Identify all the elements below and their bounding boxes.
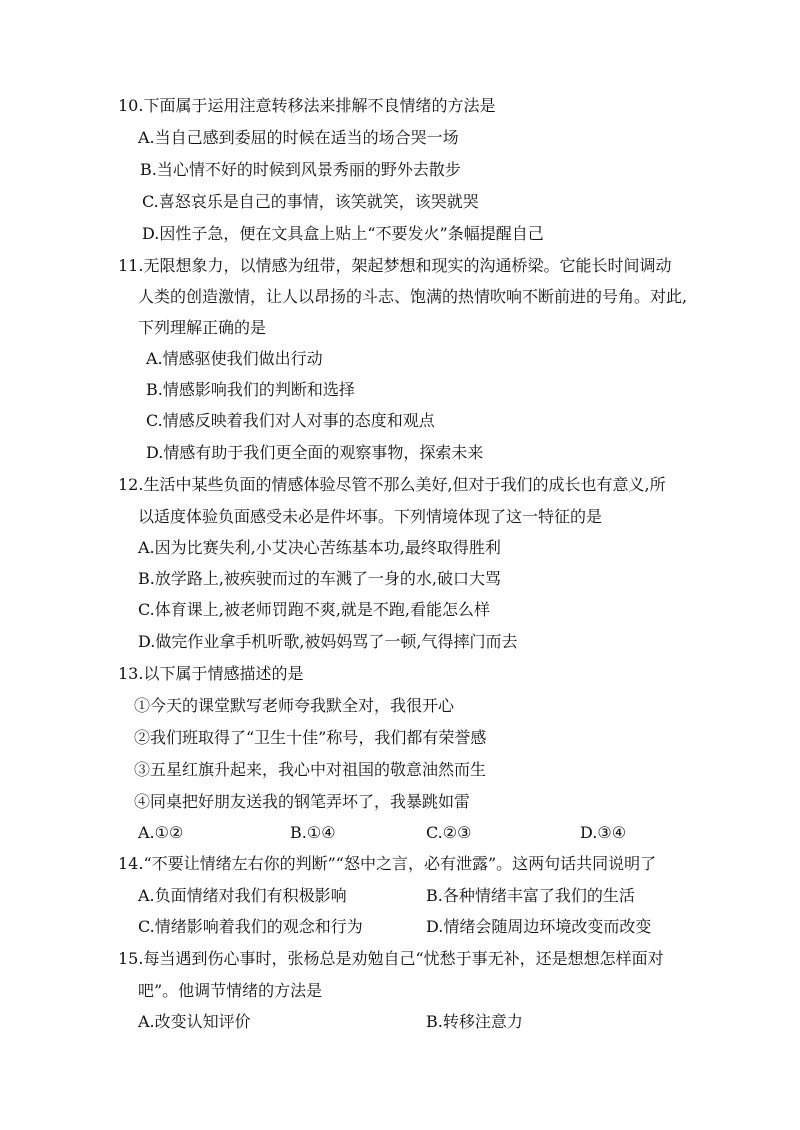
q11-option-a: A.情感驱使我们做出行动	[146, 349, 323, 368]
q11-stem-line-3: 下列理解正确的是	[138, 318, 267, 337]
q13-stem: 13.以下属于情感描述的是	[118, 664, 304, 683]
q14-option-d: D.情绪会随周边环境改变而改变	[426, 917, 652, 936]
q10-option-a: A.当自己感到委屈的时候在适当的场合哭一场	[138, 128, 459, 147]
q11-option-c: C.情感反映着我们对人对事的态度和观点	[146, 411, 435, 430]
q10-option-c: C.喜怒哀乐是自己的事情，该笑就笑，该哭就哭	[142, 192, 479, 211]
q11-option-b: B.情感影响我们的判断和选择	[146, 380, 355, 399]
q13-item-2: ②我们班取得了“卫生十佳”称号，我们都有荣誉感	[134, 728, 487, 747]
q15-stem-line-1: 15.每当遇到伤心事时，张杨总是劝勉自己“忧愁于事无补，还是想想怎样面对	[118, 949, 664, 968]
q10-option-b: B.当心情不好的时候到风景秀丽的野外去散步	[140, 160, 461, 179]
q11-option-d: D.情感有助于我们更全面的观察事物，探索未来	[146, 443, 484, 462]
q12-option-d: D.做完作业拿手机听歌,被妈妈骂了一顿,气得摔门而去	[138, 632, 518, 651]
q13-option-b: B.①④	[290, 823, 336, 842]
q12-option-a: A.因为比赛失利,小艾决心苦练基本功,最终取得胜利	[138, 538, 501, 557]
q14-option-c: C.情绪影响着我们的观念和行为	[138, 917, 363, 936]
q13-item-4: ④同桌把好朋友送我的钢笔弄坏了，我暴跳如雷	[134, 792, 471, 811]
q14-option-b: B.各种情绪丰富了我们的生活	[426, 886, 635, 905]
q14-stem: 14.“不要让情绪左右你的判断”“怒中之言，必有泄露”。这两句话共同说明了	[118, 854, 657, 873]
q11-stem-line-2: 人类的创造激情，让人以昂扬的斗志、饱满的热情吹响不断前进的号角。对此,	[138, 287, 688, 306]
q14-option-a: A.负面情绪对我们有积极影响	[138, 886, 347, 905]
q13-option-a: A.①②	[138, 823, 184, 842]
q15-stem-line-2: 吧”。他调节情绪的方法是	[138, 981, 323, 1000]
q11-stem-line-1: 11.无限想象力，以情感为纽带，架起梦想和现实的沟通桥梁。它能长时间调动	[118, 256, 672, 275]
q13-option-c: C.②③	[426, 823, 472, 842]
q12-option-b: B.放学路上,被疾驶而过的车溅了一身的水,破口大骂	[138, 569, 502, 588]
q12-stem-line-1: 12.生活中某些负面的情感体验尽管不那么美好,但对于我们的成长也有意义,所	[118, 475, 666, 494]
q12-option-c: C.体育课上,被老师罚跑不爽,就是不跑,看能怎么样	[138, 600, 491, 619]
q10-option-d: D.因性子急，便在文具盒上贴上“不要发火”条幅提醒自己	[142, 224, 544, 243]
q13-item-3: ③五星红旗升起来，我心中对祖国的敬意油然而生	[134, 760, 487, 779]
q13-item-1: ①今天的课堂默写老师夸我默全对，我很开心	[134, 696, 455, 715]
q12-stem-line-2: 以适度体验负面感受未必是件坏事。下列情境体现了这一特征的是	[138, 507, 603, 526]
q15-option-b: B.转移注意力	[426, 1012, 523, 1031]
q15-option-a: A.改变认知评价	[138, 1012, 251, 1031]
q10-stem: 10.下面属于运用注意转移法来排解不良情绪的方法是	[118, 96, 496, 115]
q13-option-d: D.③④	[580, 823, 627, 842]
